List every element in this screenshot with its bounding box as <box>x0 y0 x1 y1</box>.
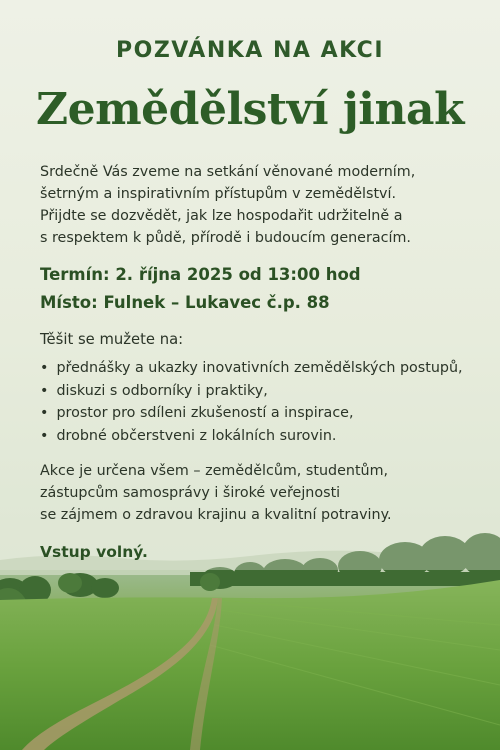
list-item: • diskuzi s odborníky i praktiky, <box>40 380 463 403</box>
intro-paragraph <box>40 161 480 249</box>
poster-title: Zemědělství jinak <box>36 84 464 135</box>
intro-line: Srdečně Vás zveme na setkání věnované moderním, <box>40 164 416 180</box>
event-place: Místo: Fulnek – Lukavec č.p. 88 <box>40 293 330 312</box>
list-item: • drobné občerstveni z lokálních surovin. <box>40 425 463 448</box>
closing-paragraph <box>40 460 480 526</box>
intro-line: šetrným a inspirativním přístupům v zemědělství. <box>40 186 397 202</box>
intro-line: s respektem k půdě, přírodě i budoucím generacím. <box>40 230 411 246</box>
list-item: • přednášky a ukazky inovativních zemědělských postupů, <box>40 357 463 380</box>
closing-line: Akce je určena všem – zemědělcům, studentům, <box>40 463 389 479</box>
intro-line: Přijdte se dozvědět, jak lze hospodařit udržitelně a <box>40 208 403 224</box>
program-list <box>40 357 463 447</box>
list-item: • prostor pro sdíleni zkušeností a inspirace, <box>40 402 463 425</box>
poster-kicker: POZVÁNKA NA AKCI <box>116 38 384 63</box>
closing-line: zástupcům samosprávy i široké veřejnosti <box>40 485 341 501</box>
admission-note: Vstup volný. <box>40 543 148 561</box>
program-heading: Těšit se mužete na: <box>40 331 184 348</box>
closing-line: se zájmem o zdravou krajinu a kvalitní potraviny. <box>40 507 392 523</box>
event-date: Termín: 2. října 2025 od 13:00 hod <box>40 265 361 284</box>
